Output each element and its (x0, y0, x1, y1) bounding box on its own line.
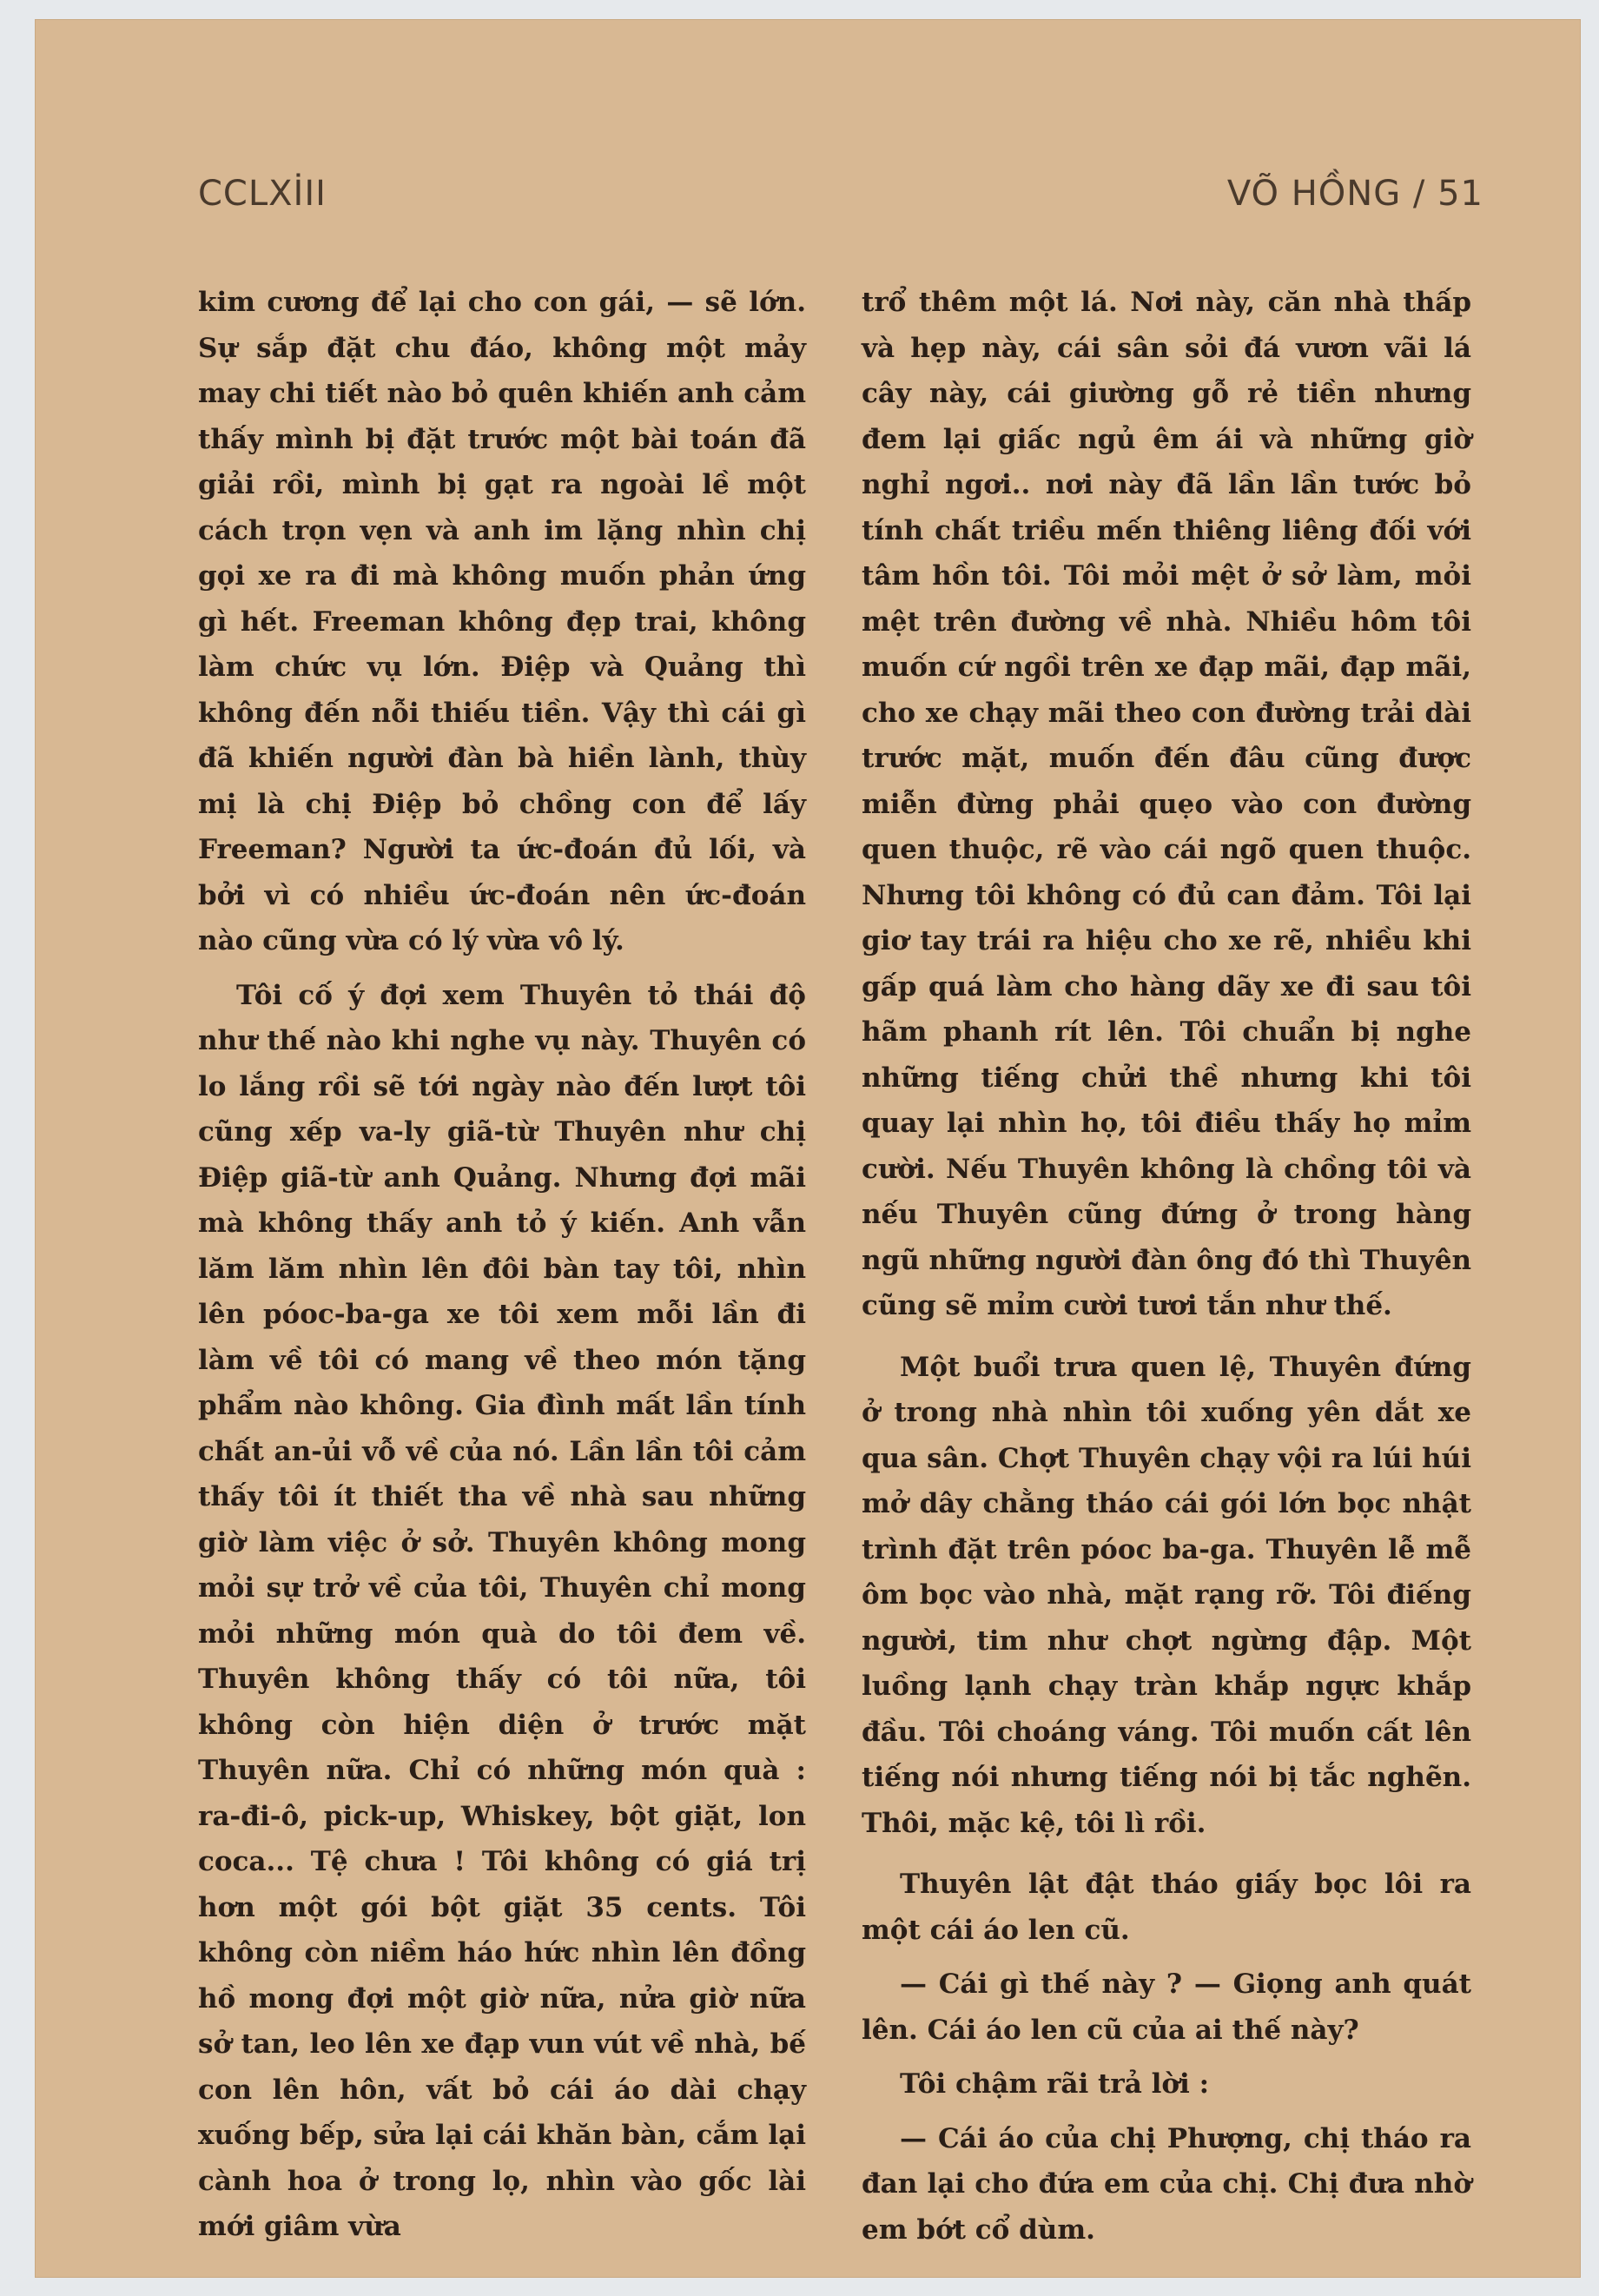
page-header (198, 174, 1483, 226)
paragraph: Tôi cố ý đợi xem Thuyên tỏ thái độ như thế nào khi nghe vụ này. Thuyên có lo lắng rồi sẽ tới ngày nào đến lượt tôi cũng xếp va-ly giã-từ Thuyên như chị Điệp giã-từ anh Quảng. Nhưng đợi mãi mà không thấy anh tỏ ý kiến. Anh vẫn lăm lăm nhìn lên đôi bàn tay tôi, nhìn lên póoc-ba-ga xe tôi xem mỗi lần đi làm về tôi có mang về theo món tặng phẩm nào không. Gia đình mất lần tính chất an-ủi vỗ về của nó. Lần lần tôi cảm thấy tôi ít thiết tha về nhà sau những giờ làm việc ở sở. Thuyên không mong mỏi sự trở về của tôi, Thuyên chỉ mong mỏi những món quà do tôi đem về. Thuyên không thấy có tôi nữa, tôi không còn hiện diện ở trước mặt Thuyên nữa. Chỉ có những món quà : ra-đi-ô, pick-up, Whiskey, bột giặt, lon coca... Tệ chưa ! Tôi không có giá trị hơn một gói bột giặt 35 cents. Tôi không còn niềm háo hức nhìn lên đồng hồ mong đợi một giờ nữa, nửa giờ nữa sở tan, leo lên xe đạp vun vút về nhà, bế con lên hôn, vất bỏ cái áo dài chạy xuống bếp, sửa lại cái khăn bàn, cắm lại cành hoa ở trong lọ, nhìn vào gốc lài mới giâm vừa (198, 979, 806, 2242)
paragraph: Thuyên lật đật tháo giấy bọc lôi ra một cái áo len cũ. (862, 1869, 1471, 1946)
paragraph: — Cái áo của chị Phượng, chị tháo ra đan lại cho đứa em của chị. Chị đưa nhờ em bớt cổ dùm. (862, 2122, 1471, 2246)
author-page-number: VÕ HỒNG / 51 (1226, 174, 1483, 214)
right-column (862, 280, 1471, 2261)
left-column (198, 280, 806, 2259)
paragraph: — Cái gì thế này ? — Giọng anh quát lên. Cái áo len cũ của ai thế này? (862, 1968, 1471, 2046)
paragraph: kim cương để lại cho con gái, — sẽ lớn. Sự sắp đặt chu đáo, không một mảy may chi tiết nào bỏ quên khiến anh cảm thấy mình bị đặt trước một bài toán đã giải rồi, mình bị gạt ra ngoài lề một cách trọn vẹn và anh im lặng nhìn chị gọi xe ra đi mà không muốn phản ứng gì hết. Freeman không đẹp trai, không làm chức vụ lớn. Điệp và Quảng thì không đến nỗi thiếu tiền. Vậy thì cái gì đã khiến người đàn bà hiền lành, thùy mị là chị Điệp bỏ chồng con để lấy Freeman? Người ta ức-đoán đủ lối, và bởi vì có nhiều ức-đoán nên ức-đoán nào cũng vừa có lý vừa vô lý. (198, 287, 806, 956)
paragraph: Một buổi trưa quen lệ, Thuyên đứng ở trong nhà nhìn tôi xuống yên dắt xe qua sân. Chợt Thuyên chạy vội ra lúi húi mở dây chằng tháo cái gói lớn bọc nhật trình đặt trên póoc ba-ga. Thuyên lễ mễ ôm bọc vào nhà, mặt rạng rỡ. Tôi điếng người, tim như chợt ngừng đập. Một luồng lạnh chạy tràn khắp ngực khắp đầu. Tôi choáng váng. Tôi muốn cất lên tiếng nói nhưng tiếng nói bị tắc nghẽn. Thôi, mặc kệ, tôi lì rồi. (862, 1351, 1471, 1839)
paragraph: Tôi chậm rãi trả lời : (900, 2068, 1210, 2100)
book-page (35, 19, 1581, 2278)
paragraph: trổ thêm một lá. Nơi này, căn nhà thấp và hẹp này, cái sân sỏi đá vươn vãi lá cây này, cái giường gỗ rẻ tiền nhưng đem lại giấc ngủ êm ái và những giờ nghỉ ngơi.. nơi này đã lần lần tước bỏ tính chất triều mến thiêng liêng đối với tâm hồn tôi. Tôi mỏi mệt ở sở làm, mỏi mệt trên đường về nhà. Nhiều hôm tôi muốn cứ ngồi trên xe đạp mãi, đạp mãi, cho xe chạy mãi theo con đường trải dài trước mặt, muốn đến đâu cũng được miễn đừng phải quẹo vào con đường quen thuộc, rẽ vào cái ngõ quen thuộc. Nhưng tôi không có đủ can đảm. Tôi lại giơ tay trái ra hiệu cho xe rẽ, nhiều khi gấp quá làm cho hàng dãy xe đi sau tôi hãm phanh rít lên. Tôi chuẩn bị nghe những tiếng chửi thề nhưng khi tôi quay lại nhìn họ, tôi điều thấy họ mỉm cười. Nếu Thuyên không là chồng tôi và nếu Thuyên cũng đứng ở trong hàng ngũ những người đàn ông đó thì Thuyên cũng sẽ mỉm cười tươi tắn như thế. (862, 287, 1471, 1321)
chapter-number: CCLXİII (198, 174, 327, 214)
